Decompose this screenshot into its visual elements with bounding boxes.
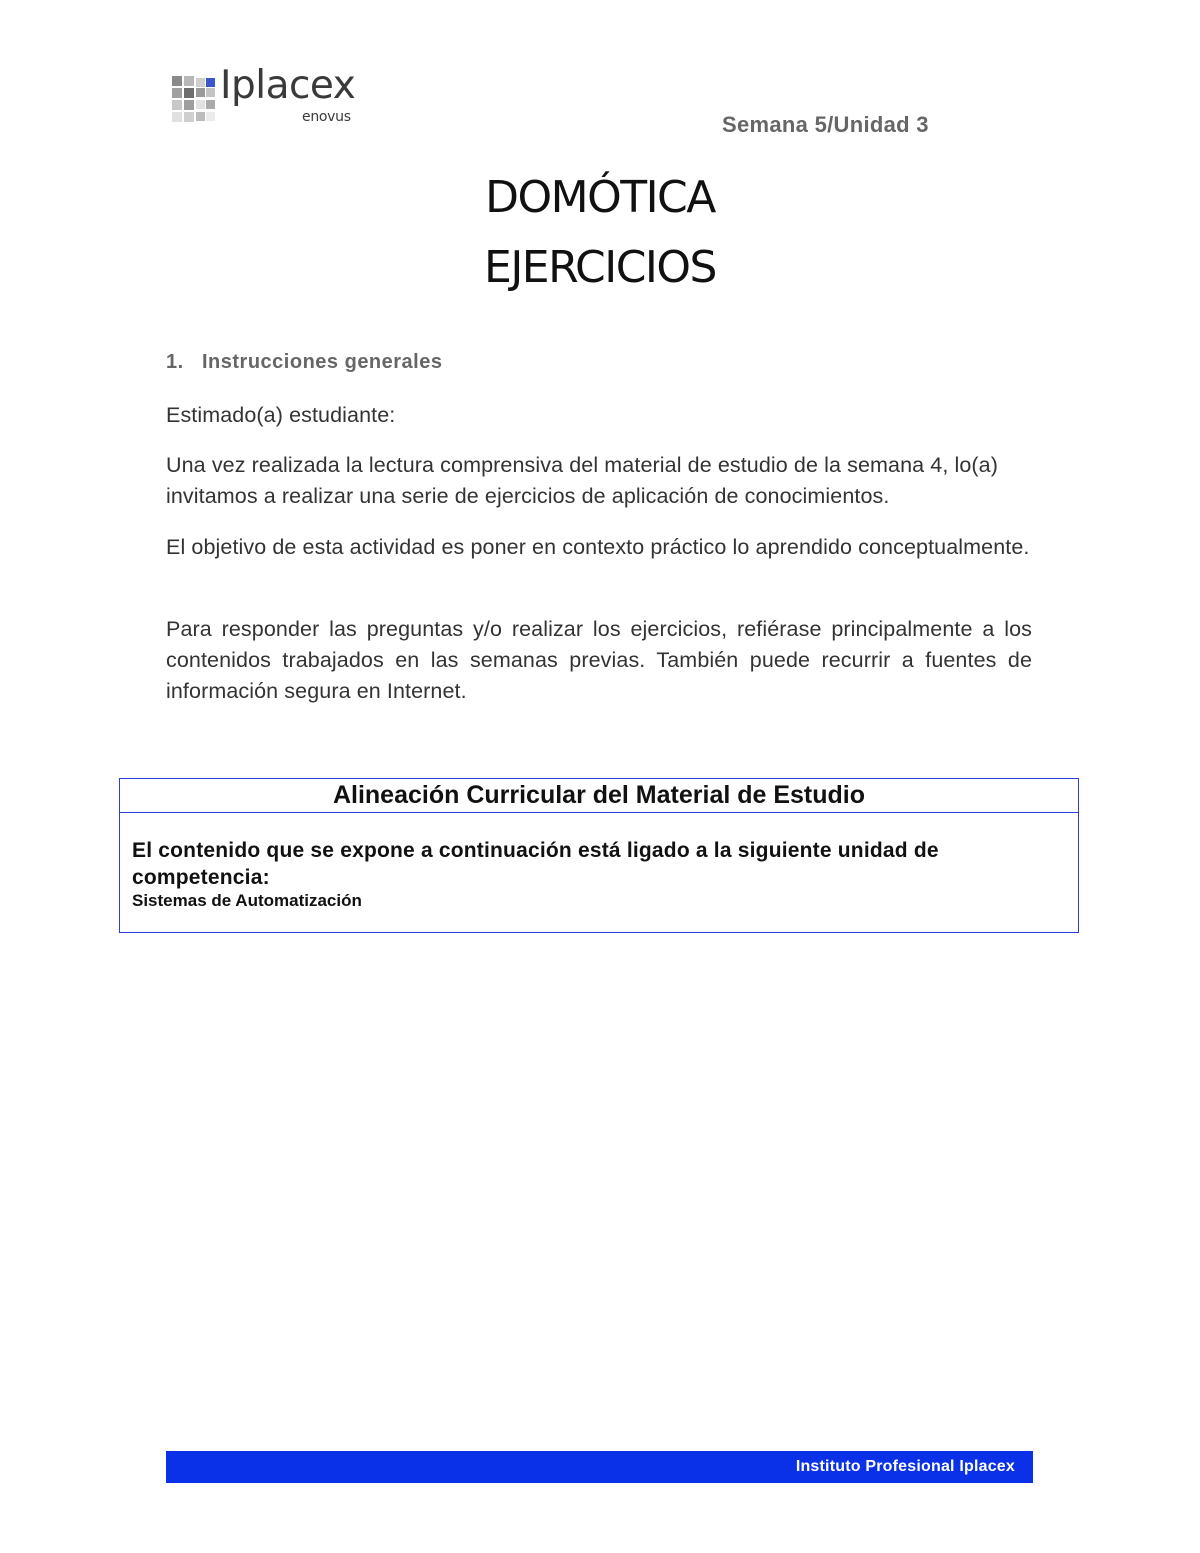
footer-institution: Instituto Profesional Iplacex [795, 1458, 1015, 1475]
footer-bar [166, 1451, 1033, 1483]
alignment-body [120, 813, 1078, 911]
logo-name: Iplacex [220, 63, 356, 108]
section-title: Instrucciones generales [202, 351, 443, 373]
objective-paragraph: El objetivo de esta actividad es poner en contexto práctico lo aprendido conceptualmente. [166, 535, 1030, 559]
intro-paragraph: Una vez realizada la lectura comprensiva del material de estudio de la semana 4, lo(a) invitamos a realizar una serie de ejercicios de aplicación de conocimientos. [166, 453, 999, 508]
competency-name: Sistemas de Automatización [132, 891, 362, 910]
alignment-heading: Alineación Curricular del Material de Estudio [120, 779, 1078, 813]
document-subtitle: EJERCICIOS [484, 242, 716, 293]
document-title: DOMÓTICA [485, 172, 715, 223]
alignment-text: El contenido que se expone a continuación está ligado a la siguiente unidad de competencia: [132, 839, 939, 889]
section-heading [166, 351, 442, 374]
greeting-paragraph: Estimado(a) estudiante: [166, 403, 396, 427]
logo-subtitle: enovus [302, 109, 351, 125]
week-unit-label: Semana 5/Unidad 3 [722, 112, 929, 137]
curricular-alignment-box [119, 778, 1079, 933]
logo-squares-icon [172, 76, 216, 122]
section-number: 1. [166, 351, 184, 373]
instructions-paragraph: Para responder las preguntas y/o realizar los ejercicios, refiérase principalmente a los contenidos trabajados en las semanas previas. También puede recurrir a fuentes de información segura en Internet. [166, 617, 1032, 703]
iplacex-logo [172, 63, 372, 126]
